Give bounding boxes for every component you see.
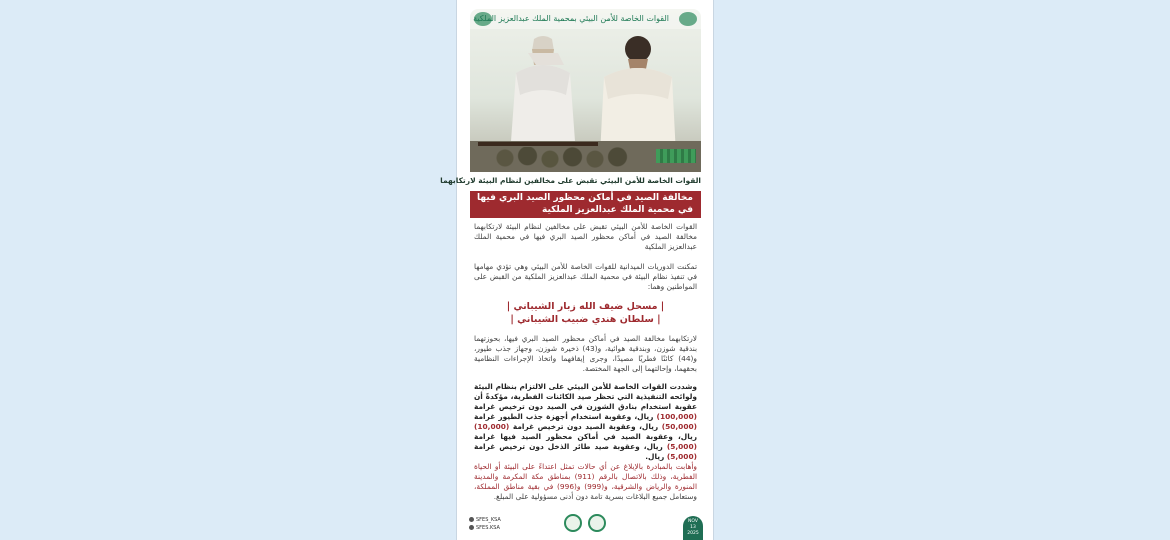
photo-header-text: القوات الخاصة للأمن البيئي بمحمية الملك عبدالعزيز الملكية — [473, 14, 669, 23]
logo-right-icon — [679, 12, 697, 26]
suspect-name-1: | مسحل ضيف الله زبار الشيباني | — [506, 301, 665, 312]
fine-amount: (5,000) — [666, 442, 697, 451]
suspect-figure-right — [598, 35, 678, 155]
title-banner — [470, 191, 701, 218]
penalty-text: وشددت القوات الخاصة للأمن البيئي على الالتزام بنظام البيئة ولوائحه التنفيذية التي تحظر صيد الكائنات الفطرية، مؤكدةً أن عقوبة استخدام بنادق الشوزن في الصيد دون ترخيص غرامة — [474, 382, 697, 411]
suspect-names — [474, 300, 697, 326]
penalty-text: ريال، وعقوبة استخدام أجهزة جذب الطيور غرامة — [474, 412, 654, 421]
fine-amount: (50,000) — [661, 422, 697, 431]
social-icon — [469, 525, 474, 530]
emblem-icon — [564, 514, 582, 532]
date-year: 2025 — [687, 531, 699, 536]
paragraph-penalties — [474, 382, 697, 462]
shotgun — [478, 142, 598, 146]
paragraph-report — [474, 462, 697, 502]
news-photo — [470, 9, 701, 172]
emblem-icon — [588, 514, 606, 532]
date-day: 13 — [690, 525, 696, 530]
paragraph-violation: لارتكابهما مخالفة الصيد في أماكن محظور الصيد البري فيها، بحوزتهما بندقية شوزن، وبندقية هوائية، و(43) ذخيرة شوزن، وجهاز جذب طيور، و(44) كائنًا فطريًا مصيدًا، وجرى إيقافهما واتخاذ الإجراءات النظامية بحقهما، وإحالتهما إلى الجهة المختصة. — [474, 334, 698, 373]
paragraph-patrols: تمكنت الدوريات الميدانية للقوات الخاصة للأمن البيئي وهي تؤدي مهامها في تنفيذ نظام البيئة في محمية الملك عبدالعزيز الملكية من القبض على المواطنين وهما: — [474, 262, 697, 291]
report-text: وستعامل جميع البلاغات بسرية تامة دون أدنى مسؤولية على المبلغ. — [493, 492, 697, 501]
suspect-name-2: | سلطان هندي ضبيب الشيباني | — [510, 314, 661, 325]
banner-line-1: مخالفة الصيد في أماكن محظور الصيد البري فيها — [477, 193, 693, 203]
news-card — [440, 0, 714, 540]
penalty-text: ريال، وعقوبة الصيد في أماكن محظور الصيد فيها غرامة — [474, 432, 697, 441]
penalty-text: ريال، وعقوبة الصيد دون ترخيص غرامة — [512, 422, 659, 431]
fine-amount: (5,000) — [666, 452, 697, 461]
seized-birds — [490, 147, 640, 169]
paragraph-intro: القوات الخاصة للأمن البيئي تقبض على مخالفين لنظام البيئة لارتكابهما مخالفة الصيد في أماكن محظور الصيد البري فيها في محمية الملك عبدالعزيز الملكية — [474, 222, 697, 251]
social-handles — [469, 516, 501, 532]
card-footer — [457, 512, 713, 540]
fine-amount: (100,000) — [656, 412, 697, 421]
social-handle-x[interactable]: SFES_KSA — [469, 516, 501, 524]
social-handle-other[interactable]: SFES.KSA — [469, 524, 501, 532]
photo-header — [470, 9, 701, 29]
banner-line-2: في محمية الملك عبدالعزيز الملكية — [542, 205, 693, 215]
suspect-figure-left — [506, 35, 580, 155]
ammunition — [656, 149, 696, 163]
penalty-text: ريال، وعقوبة صيد طائر الذخل دون ترخيص غرامة — [474, 442, 663, 451]
date-badge — [683, 516, 703, 540]
headline: القوات الخاصة للأمن البيئي تقبض على مخالفين لنظام البيئة لارتكابهما — [440, 176, 701, 185]
fine-amount: (10,000) — [474, 422, 510, 431]
penalty-text: ريال. — [645, 452, 665, 461]
date-month: NOV — [688, 519, 698, 524]
report-text: وأهابت بالمبادرة بالإبلاغ عن أي حالات تمثل اعتداءً على البيئة أو الحياة الفطرية، وذلك بالاتصال بالرقم (911) بمناطق مكة المكرمة والمدينة المنورة والرياض والشرقية، و(999) و(996) في بقية مناطق المملكة، — [474, 462, 697, 491]
x-icon — [469, 517, 474, 522]
